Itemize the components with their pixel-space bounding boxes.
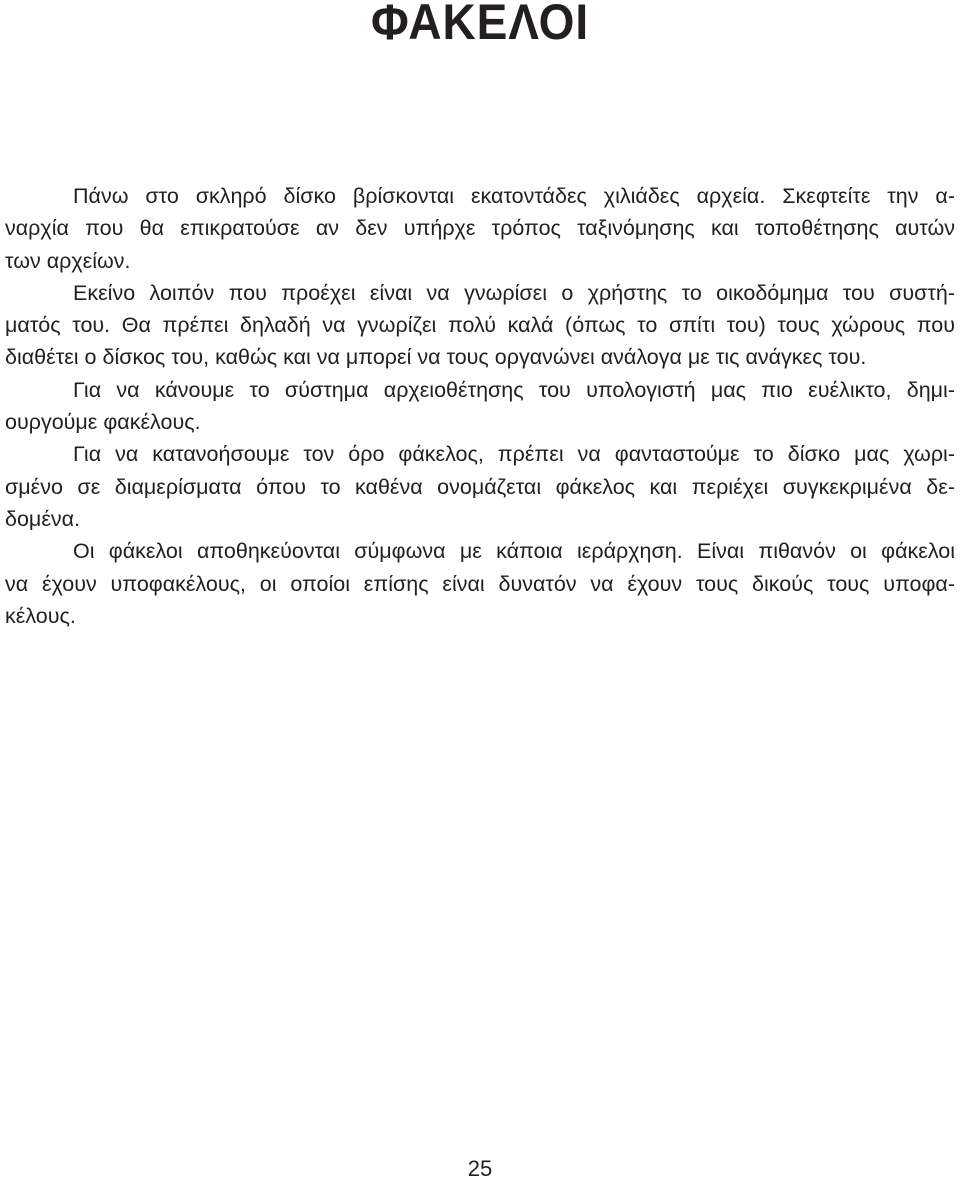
text-line: σμένο σε διαμερίσματα όπου το καθένα ονομάζεται φάκελος και περιέχει συγκεκριμένα δε-: [5, 474, 955, 499]
text-line: ουργούμε φακέλους.: [5, 410, 201, 435]
page-number: 25: [467, 1156, 493, 1181]
text-line: δομένα.: [5, 506, 81, 531]
text-line: διαθέτει ο δίσκος του, καθώς και να μπορεί να τους οργανώνει ανάλογα με τις ανάγκες του.: [5, 345, 867, 370]
text-line: Πάνω στο σκληρό δίσκο βρίσκονται εκατοντάδες χιλιάδες αρχεία. Σκεφτείτε την α-: [73, 184, 955, 208]
paragraph: [5, 535, 955, 632]
text-line: Για να κάνουμε το σύστημα αρχειοθέτησης του υπολογιστή μας πιο ευέλικτο, δημι-: [73, 377, 955, 402]
paragraph: [5, 180, 955, 277]
text-line: κέλους.: [5, 603, 76, 628]
paragraph: [5, 374, 955, 439]
body-text: [5, 180, 955, 632]
text-line: ματός του. Θα πρέπει δηλαδή να γνωρίζει πολύ καλά (όπως το σπίτι του) τους χώρους που: [5, 313, 955, 338]
text-line: ναρχία που θα επικρατούσε αν δεν υπήρχε τρόπος ταξινόμησης και τοποθέτησης αυτών: [5, 216, 955, 241]
page-title: ΦΑΚΕΛΟΙ: [370, 0, 590, 50]
text-line: Οι φάκελοι αποθηκεύονται σύμφωνα με κάποια ιεράρχηση. Είναι πιθανόν οι φάκελοι: [73, 539, 955, 564]
paragraph: [5, 277, 955, 374]
text-line: των αρχείων.: [5, 248, 131, 273]
paragraph: [5, 438, 955, 535]
text-line: Εκείνο λοιπόν που προέχει είναι να γνωρίσει ο χρήστης το οικοδόμημα του συστή-: [73, 280, 955, 305]
text-line: να έχουν υποφακέλους, οι οποίοι επίσης είναι δυνατόν να έχουν τους δικούς τους υποφα-: [5, 571, 955, 596]
text-line: Για να κατανοήσουμε τον όρο φάκελος, πρέπει να φανταστούμε το δίσκο μας χωρι-: [73, 442, 955, 467]
